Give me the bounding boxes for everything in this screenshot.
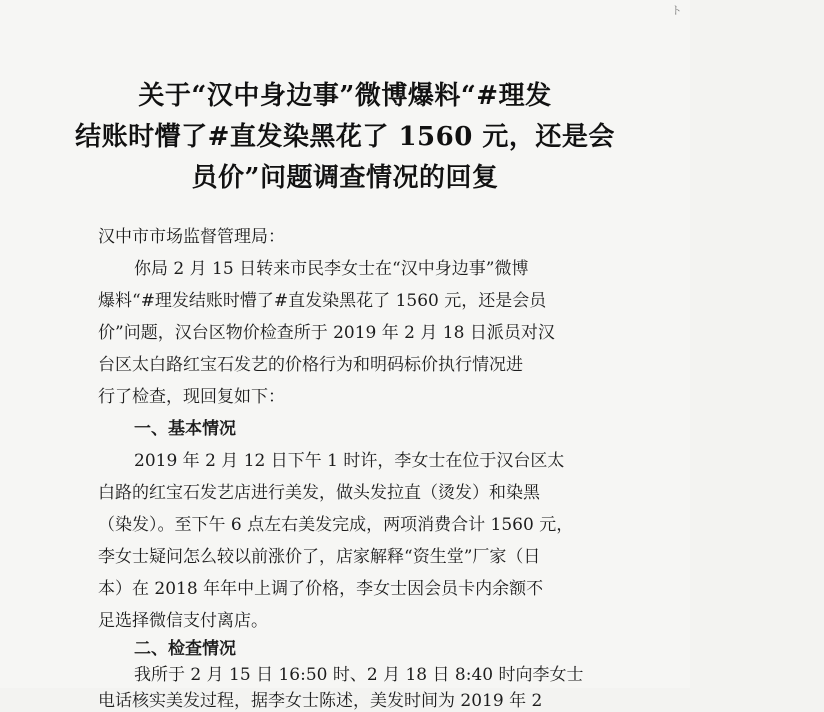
paragraph-line: 行了检查，现回复如下： [98, 387, 285, 407]
recipient-line: 汉中市市场监督管理局： [98, 227, 285, 247]
paragraph-line: 本）在 2018 年年中上调了价格，李女士因会员卡内余额不 [98, 579, 544, 599]
paragraph-line: 我所于 2 月 15 日 16:50 时、2 月 18 日 8:40 时向李女士 [134, 665, 584, 685]
section-heading: 一、基本情况 [134, 419, 236, 439]
paragraph-line: （染发）。至下午 6 点左右美发完成，两项消费合计 1560 元， [98, 515, 574, 535]
paragraph-line: 价”问题，汉台区物价检查所于 2019 年 2 月 18 日派员对汉 [98, 323, 555, 343]
paragraph-line: 爆料“#理发结账时懵了#直发染黑花了 1560 元，还是会员 [98, 291, 547, 311]
paragraph-line: 李女士疑问怎么较以前涨价了，店家解释“资生堂”厂家（日 [98, 547, 541, 567]
paragraph-line: 足选择微信支付离店。 [98, 611, 268, 631]
paragraph-line: 你局 2 月 15 日转来市民李女士在“汉中身边事”微博 [134, 259, 529, 279]
section-heading: 二、检查情况 [134, 639, 236, 659]
title-line: 员价”问题调查情况的回复 [191, 163, 499, 193]
paragraph-line: 电话核实美发过程，据李女士陈述，美发时间为 2019 年 2 [98, 691, 543, 711]
title-line: 结账时懵了#直发染黑花了 1560 元，还是会 [75, 122, 615, 152]
paragraph-line: 白路的红宝石发艺店进行美发，做头发拉直（烫发）和染黑 [98, 483, 540, 503]
paragraph-line: 台区太白路红宝石发艺的价格行为和明码标价执行情况进 [98, 355, 523, 375]
paragraph-line: 2019 年 2 月 12 日下午 1 时许，李女士在位于汉台区太 [134, 451, 565, 471]
corner-mark: ト [671, 4, 682, 17]
document-title [60, 76, 630, 199]
title-line: 关于“汉中身边事”微博爆料“#理发 [138, 81, 552, 111]
